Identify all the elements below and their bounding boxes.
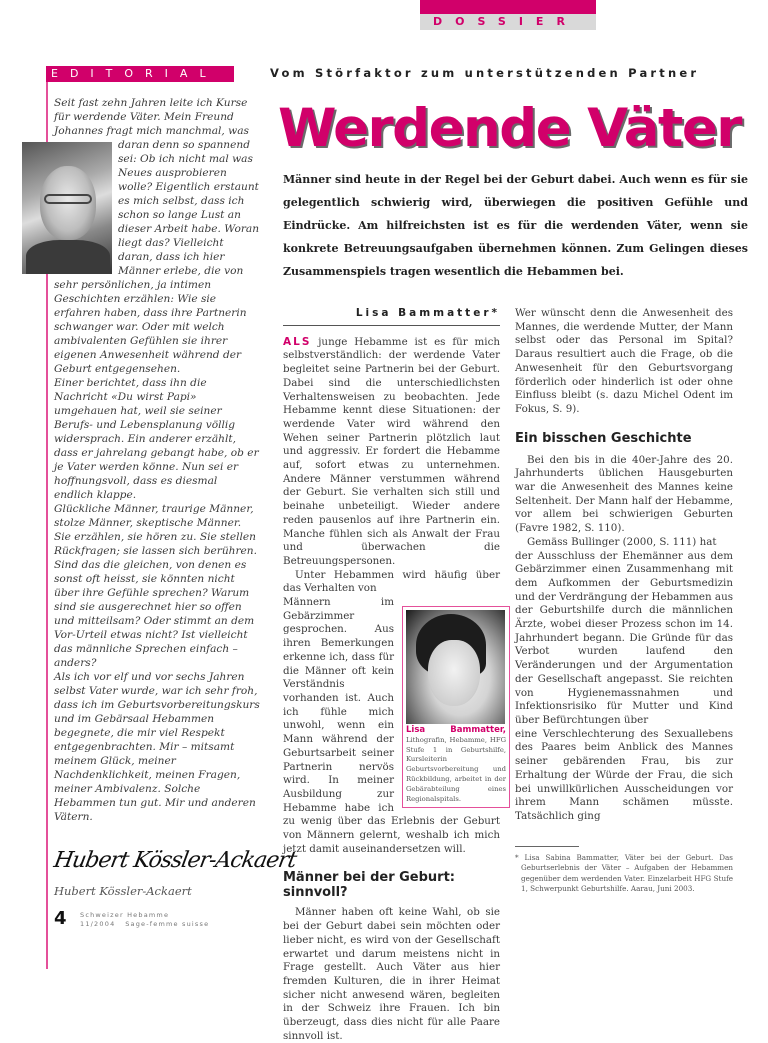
article-column-2: [515, 307, 733, 895]
article-headline: Werdende Väter: [278, 98, 741, 159]
photo-body: [26, 240, 110, 274]
editorial-paragraph: Einer berichtet, dass ihn die Nachricht «Du wirst Papi» umgehauen hat, weil sie seiner Berufs- und Lebensplanung völlig widersprach. Ein anderer erzählt, dass er jahrelang gebangt habe, ob er je Vater werden könne. Nun sei er hoffnungsvoll, dass es diesmal endlich klappe.: [54, 377, 259, 501]
section-tab-label: DOSSIER: [420, 14, 596, 30]
section-heading-2: Ein bisschen Geschichte: [515, 430, 692, 446]
editorial-rule: [46, 82, 298, 969]
intro-text: junge Hebamme ist es für mich selbstverständlich: der werdende Vater begleitet seine Partnerin bei der Geburt. Dabei sind die unterschiedlichsten Verhaltensweisen zu beobachten. Jede Hebamme kennt diese Situationen: der werdende Vater wird während den Wehen seiner Partnerin plötzlich laut und aggressiv. Er fordert die Hebamme auf, sofort etwas zu unternehmen. Andere Männer verstummen während der Geburt. Sie verhalten sich still und beinahe unbeteiligt. Wieder andere reden pausenlos auf ihre Partnerin ein. Manche fühlen sich als Anwalt der Frau und überwachen die Betreuungspersonen.: [283, 335, 500, 567]
section-2-paragraph-1: Bei den bis in die 40er-Jahre des 20. Jahrhunderts üblichen Hausgeburten war die Anwesenheit des Mannes keine Seltenheit. Der Mann half der Hebamme, vor allem bei schwierigen Geburten (Favre 1982, S. 110).: [515, 453, 733, 535]
article-body: [283, 307, 733, 1043]
photo-glasses: [44, 194, 92, 204]
footnote: * Lisa Sabina Bammatter, Väter bei der Geburt. Das Geburtserlebnis der Väter – Aufgaben der Hebammen gegenüber dem werdenden Vater. Einzelarbeit HFG Stufe 1, Schwerpunkt Geburtshilfe. Aarau, Juni 2003.: [515, 852, 733, 894]
section-2-paragraph-2-narrow: der Ausschluss der Ehemänner aus dem Gebärzimmer einen Zusammenhang mit dem Aufkommen der Geburtsmedizin und der Verdrängung der Hebammen aus der Geburtshilfe durch die männlichen Ärzte, wobei dieser Prozess schon im 14. Jahrhundert begann. Die Gründe für das Verbot wurden laufend den Veränderungen und der Argumentation der Gesellschaft angepasst. Sie reichten von Hygienemassnahmen und Infektionsrisiko für Mutter und Kind über Befürchtungen über: [515, 549, 733, 726]
editorial-paragraph: Glückliche Männer, traurige Männer, stolze Männer, skeptische Männer. Sie erzählen, sie hören zu. Sie stellen Rückfragen; sie lassen sich berühren.: [54, 503, 257, 557]
section-tab: [420, 0, 596, 30]
section-1-text: Männer haben oft keine Wahl, ob sie bei der Geburt dabei sein möchten oder lieber nicht, es wird von der Gesellschaft erwartet und darum meistens nicht in Frage gestellt. Auch Väter aus hier fremden Kulturen, die in ihrer Heimat sicher nicht anwesend wären, begleiten in der Schweiz ihre Frauen. Ich bin überzeugt, dass dies nicht für alle Paare sinnvoll ist.: [283, 906, 500, 1042]
editorial-text: [54, 96, 260, 824]
editorial-signature: Hubert Kössler-Ackaert: [51, 848, 298, 873]
page-footer: [54, 909, 260, 929]
section-tab-bar: [420, 0, 596, 14]
paragraph-2-narrow: Männern im Gebärzimmer gesprochen. Aus ihren Bemerkungen erkenne ich, dass für die Männer oft kein Verständnis vorhanden ist. Auch ich fühle mich unwohl, wenn ein Mann während der Geburtsarbeit seiner Partnerin nervös wird. In meiner Ausbildung zur Hebamme habe ich zu wenig über das Erlebnis der Geburt von Männern gelernt, weshalb ich mich jetzt damit auseinandersetzen will.: [283, 596, 500, 855]
editorial-sidebar: [46, 66, 298, 969]
article-byline: Lisa Bammatter*: [283, 307, 500, 326]
article-lead: Männer sind heute in der Regel bei der Geburt dabei. Auch wenn es für sie gelegentlich schwierig wird, überwiegen die positiven Gefühle und Eindrücke. Am hilfreichsten ist es für die werdenden Väter, wenn sie konkrete Betreuungsaufgaben übernehmen können. Zum Gelingen dieses Zusammenspiels tragen wesentlich die Hebammen bei.: [283, 173, 748, 278]
author-photo-box: [402, 606, 510, 808]
editorial-author-photo: [22, 142, 112, 274]
footnote-rule: [515, 846, 579, 847]
journal-issue: 11/2004: [80, 920, 116, 928]
section-2-paragraph-2-start: Gemäss Bullinger (2000, S. 111) hat: [527, 535, 717, 548]
column-2-intro: Wer wünscht denn die Anwesenheit des Mannes, die werdende Mutter, der Mann selbst oder das Personal im Spital? Daraus resultiert auch die Frage, ob die Anwesenheit für den Geburtsvorgang förderlich oder hinderlich ist oder ohne Einfluss bleibt (s. dazu Michel Odent im Fokus, S. 9).: [515, 307, 733, 415]
section-heading-1: Männer bei der Geburt: sinnvoll?: [283, 870, 456, 901]
journal-name-fr: Sage-femme suisse: [125, 920, 210, 928]
editorial-author-name: Hubert Kössler-Ackaert: [54, 884, 192, 898]
editorial-paragraph-lead-in: Seit fast zehn Jahren leite ich Kurse für werdende Väter. Mein Freund Johannes fragt mich manchmal, was daran denn so: [54, 97, 249, 151]
article-kicker: Vom Störfaktor zum unterstützenden Partner: [270, 66, 700, 80]
section-2-paragraph-2-rest: eine Verschlechterung des Sexuallebens des Paares beim Anblick des Mannes seiner gebärenden Frau, bis zur Erhaltung der Würde der Frau, die sich bei unwillkürlichen Ausscheidungen vor ihrem Mann schämen müsste. Tatsächlich ging: [515, 727, 733, 822]
caption-name: Lisa Bammatter,: [406, 725, 506, 736]
journal-masthead: [80, 909, 209, 929]
caption-text: Lithografin, Hebamme, HFG Stufe 1 in Geburtshilfe, Kursleiterin Geburtsvorbereitung und Rückbildung, arbeitet in der Gebärabteilung eines Regionalspitals.: [406, 735, 506, 803]
author-photo: [406, 610, 505, 724]
editorial-paragraph: Als ich vor elf und vor sechs Jahren selbst Vater wurde, war ich sehr froh, dass ich im Geburtsvorbereitungskurs und im Gebärsaal Hebammen begegnete, die mir viel Respekt entgegenbrachten. Mir – mitsamt meinem Glück, meiner Nachdenklichkeit, meinen Fragen, meiner Ambivalenz. Solche Hebammen tun gut. Mir und anderen Vätern.: [54, 671, 260, 823]
editorial-paragraph: [54, 96, 260, 376]
editorial-paragraph: Sind das die gleichen, von denen es sonst oft heisst, sie könnten nicht über ihre Gefühle sprechen? Warum sind sie ausgerechnet hier so offen und mitteilsam? Oder stimmt an dem Vor-Urteil etwas nicht? Ist vielleicht das männliche Sprechen einfach – anders?: [54, 559, 255, 669]
article-column-1: [283, 307, 506, 1043]
author-photo-caption: [406, 726, 506, 804]
paragraph-2-start: Unter Hebammen wird häufig über das Verhalten von: [283, 568, 500, 595]
journal-name-de: Schweizer Hebamme: [80, 911, 170, 919]
editorial-paragraph-rest: spannend sei: Ob ich nicht mal was Neues ausprobieren wolle? Eigentlich erstaunt es mich selbst, dass ich schon so lange Lust an dieser Arbeit habe. Woran liegt das? Vielleicht daran, dass ich hier Männer erlebe, die von sehr persönlichen, ja intimen Geschichten erzählen: Wie sie erfahren haben, dass ihre Partnerin schwanger war. Oder mit welch ambivalenten Gefühlen sie ihrer eigenen Anwesenheit während der Geburt entgegensehen.: [54, 139, 260, 375]
editorial-heading: EDITORIAL: [46, 66, 234, 82]
photo-face: [428, 640, 480, 706]
intro-dropword: ALS: [283, 335, 312, 348]
page-number: 4: [54, 908, 67, 929]
